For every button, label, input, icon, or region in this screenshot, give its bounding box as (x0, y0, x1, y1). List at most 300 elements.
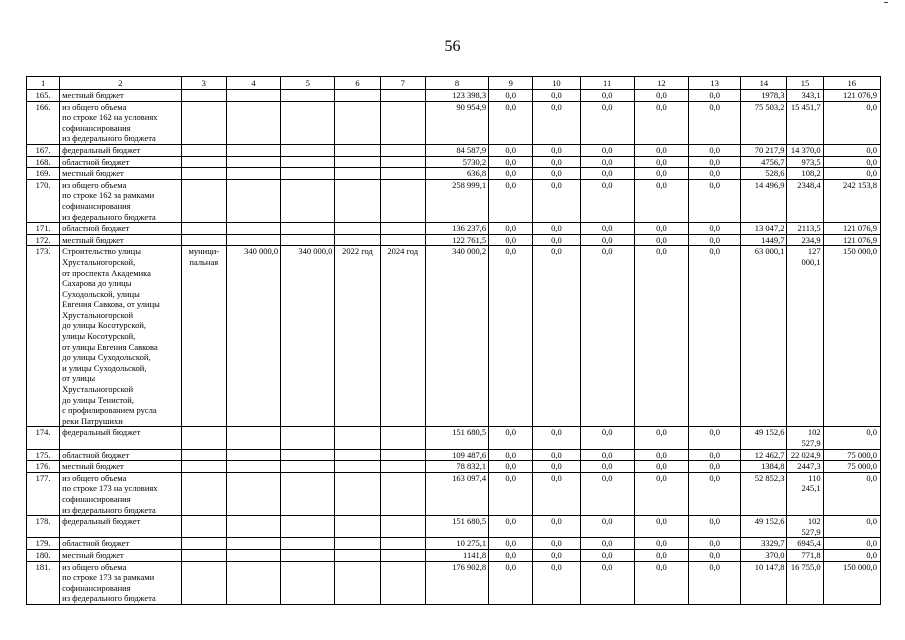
table-cell (281, 144, 335, 156)
table-cell: 0,0 (489, 144, 533, 156)
column-header-5: 5 (281, 77, 335, 90)
table-cell: 4756,7 (741, 156, 787, 168)
table-cell: 0,0 (823, 156, 880, 168)
row-label-cell: областной бюджет (60, 449, 182, 461)
table-cell (181, 472, 226, 515)
table-cell (226, 561, 280, 604)
table-cell (380, 538, 425, 550)
table-cell: 0,0 (689, 472, 741, 515)
table-cell (226, 234, 280, 246)
column-header-16: 16 (823, 77, 880, 90)
table-cell: 0,0 (533, 144, 580, 156)
row-number-cell: 165. (27, 90, 60, 102)
table-cell: 16 755,0 (787, 561, 823, 604)
table-cell: 110 245,1 (787, 472, 823, 515)
table-row (27, 90, 881, 102)
table-cell: 0,0 (580, 223, 634, 235)
column-header-7: 7 (380, 77, 425, 90)
table-cell: 52 852,3 (741, 472, 787, 515)
table-cell: 0,0 (689, 90, 741, 102)
table-cell (181, 223, 226, 235)
table-cell: 0,0 (489, 101, 533, 144)
table-cell (181, 179, 226, 222)
table-cell (380, 90, 425, 102)
table-cell (335, 538, 380, 550)
table-body (27, 90, 881, 605)
table-cell: 0,0 (489, 179, 533, 222)
table-cell: 0,0 (533, 561, 580, 604)
table-cell: 0,0 (489, 561, 533, 604)
table-cell: 0,0 (689, 179, 741, 222)
table-cell: 0,0 (689, 449, 741, 461)
table-cell: 0,0 (533, 234, 580, 246)
table-cell: 528,6 (741, 168, 787, 180)
row-label-cell: местный бюджет (60, 234, 182, 246)
table-cell: 0,0 (580, 246, 634, 427)
table-cell (335, 472, 380, 515)
table-cell (281, 549, 335, 561)
table-cell: 340 000,0 (281, 246, 335, 427)
table-cell: 0,0 (823, 549, 880, 561)
table-cell: 0,0 (533, 101, 580, 144)
table-cell (281, 461, 335, 473)
table-cell: 0,0 (634, 549, 688, 561)
table-cell: 0,0 (634, 179, 688, 222)
table-cell: 0,0 (634, 427, 688, 449)
table-cell: 0,0 (634, 516, 688, 538)
row-label-cell: местный бюджет (60, 549, 182, 561)
table-cell: 0,0 (689, 549, 741, 561)
table-cell (335, 449, 380, 461)
table-row (27, 461, 881, 473)
table-cell: 90 954,9 (425, 101, 488, 144)
table-cell: 0,0 (689, 156, 741, 168)
table-cell: 0,0 (489, 516, 533, 538)
table-row (27, 449, 881, 461)
row-number-cell: 173. (27, 246, 60, 427)
column-header-4: 4 (226, 77, 280, 90)
table-cell: 0,0 (689, 561, 741, 604)
table-cell (335, 561, 380, 604)
row-label-cell: местный бюджет (60, 90, 182, 102)
table-cell: 3329,7 (741, 538, 787, 550)
table-cell: 0,0 (489, 246, 533, 427)
table-cell: 2024 год (380, 246, 425, 427)
row-label-cell: федеральный бюджет (60, 516, 182, 538)
table-cell: 0,0 (580, 549, 634, 561)
column-header-14: 14 (741, 77, 787, 90)
table-row (27, 168, 881, 180)
table-cell (281, 90, 335, 102)
table-cell (281, 234, 335, 246)
table-cell: 0,0 (689, 101, 741, 144)
table-cell: муници- пальная (181, 246, 226, 427)
column-header-1: 1 (27, 77, 60, 90)
budget-table (26, 76, 881, 605)
table-cell (226, 538, 280, 550)
table-cell: 121 076,9 (823, 90, 880, 102)
table-cell (226, 156, 280, 168)
row-number-cell: 167. (27, 144, 60, 156)
table-cell: 0,0 (489, 156, 533, 168)
table-cell (181, 449, 226, 461)
table-cell: 0,0 (533, 461, 580, 473)
table-cell (181, 461, 226, 473)
table-cell: 0,0 (580, 168, 634, 180)
table-cell (380, 461, 425, 473)
table-cell: 0,0 (580, 427, 634, 449)
table-cell: 0,0 (689, 246, 741, 427)
table-cell (281, 179, 335, 222)
column-header-10: 10 (533, 77, 580, 90)
table-cell: 0,0 (580, 144, 634, 156)
row-label-cell: федеральный бюджет (60, 427, 182, 449)
row-number-cell: 166. (27, 101, 60, 144)
table-cell: 0,0 (489, 549, 533, 561)
table-cell: 0,0 (489, 449, 533, 461)
table-cell: 84 587,9 (425, 144, 488, 156)
table-cell: 0,0 (634, 101, 688, 144)
row-number-cell: 168. (27, 156, 60, 168)
table-cell: 0,0 (580, 101, 634, 144)
table-cell (226, 179, 280, 222)
row-number-cell: 181. (27, 561, 60, 604)
table-row (27, 156, 881, 168)
table-cell: 13 047,2 (741, 223, 787, 235)
table-cell (181, 516, 226, 538)
column-header-15: 15 (787, 77, 823, 90)
table-cell: 771,8 (787, 549, 823, 561)
table-cell: 0,0 (634, 90, 688, 102)
table-cell: 49 152,6 (741, 427, 787, 449)
table-cell (335, 156, 380, 168)
table-cell (380, 472, 425, 515)
table-cell (226, 516, 280, 538)
table-row (27, 101, 881, 144)
table-cell: 2447,3 (787, 461, 823, 473)
table-cell: 0,0 (823, 538, 880, 550)
column-header-13: 13 (689, 77, 741, 90)
column-header-9: 9 (489, 77, 533, 90)
table-cell: 75 000,0 (823, 461, 880, 473)
table-cell: 0,0 (689, 234, 741, 246)
table-cell (281, 168, 335, 180)
table-cell: 0,0 (689, 223, 741, 235)
table-cell: 0,0 (634, 168, 688, 180)
table-cell (335, 223, 380, 235)
table-cell: 2022 год (335, 246, 380, 427)
table-row (27, 538, 881, 550)
table-cell: 0,0 (689, 538, 741, 550)
row-number-cell: 170. (27, 179, 60, 222)
table-cell (380, 561, 425, 604)
table-cell: 12 462,7 (741, 449, 787, 461)
table-cell (335, 549, 380, 561)
table-cell: 0,0 (533, 538, 580, 550)
row-label-cell: из общего объема по строке 162 на условиях софинансирования из федерального бюджета (60, 101, 182, 144)
table-cell: 340 000,0 (226, 246, 280, 427)
table-cell (380, 516, 425, 538)
table-row (27, 549, 881, 561)
table-cell: 63 000,1 (741, 246, 787, 427)
table-row (27, 144, 881, 156)
row-number-cell: 178. (27, 516, 60, 538)
table-cell: 0,0 (533, 156, 580, 168)
table-cell: 70 217,9 (741, 144, 787, 156)
table-cell: 340 000,2 (425, 246, 488, 427)
row-label-cell: Строительство улицы Хрустальногорской, от проспекта Академика Сахарова до улицы Суходольской, улицы Евгения Савкова, от улицы Хрустальногорской до улицы Косотурской, улицы Косотурской, от улицы Евгения Савкова до улицы Суходольской, и улицы Суходольской, от улицы Хрустальногорской до улицы Тенистой, с профилированием русла реки Патрушихи (60, 246, 182, 427)
column-header-12: 12 (634, 77, 688, 90)
table-cell: 0,0 (533, 516, 580, 538)
table-cell (181, 561, 226, 604)
table-cell: 0,0 (634, 449, 688, 461)
table-cell (181, 538, 226, 550)
table-cell: 0,0 (533, 427, 580, 449)
table-cell (281, 449, 335, 461)
table-cell: 0,0 (634, 461, 688, 473)
table-cell (380, 101, 425, 144)
table-cell: 10 147,8 (741, 561, 787, 604)
row-number-cell: 175. (27, 449, 60, 461)
table-cell: 370,0 (741, 549, 787, 561)
table-cell: 0,0 (634, 472, 688, 515)
table-cell: 150 000,0 (823, 246, 880, 427)
table-row (27, 427, 881, 449)
table-cell (281, 516, 335, 538)
table-cell (335, 516, 380, 538)
table-cell: 0,0 (533, 246, 580, 427)
table-cell (335, 234, 380, 246)
table-cell: 0,0 (533, 168, 580, 180)
table-cell: 0,0 (634, 144, 688, 156)
table-cell: 127 000,1 (787, 246, 823, 427)
row-number-cell: 179. (27, 538, 60, 550)
table-cell (181, 90, 226, 102)
row-number-cell: 174. (27, 427, 60, 449)
table-cell (226, 472, 280, 515)
row-number-cell: 176. (27, 461, 60, 473)
table-cell: 0,0 (533, 179, 580, 222)
table-cell (226, 223, 280, 235)
table-cell: 0,0 (489, 472, 533, 515)
table-cell: 121 076,9 (823, 223, 880, 235)
table-cell (281, 427, 335, 449)
table-cell (181, 101, 226, 144)
row-number-cell: 171. (27, 223, 60, 235)
table-cell: 14 496,9 (741, 179, 787, 222)
table-cell (380, 234, 425, 246)
table-cell: 15 451,7 (787, 101, 823, 144)
table-cell: 2113,5 (787, 223, 823, 235)
table-cell (226, 90, 280, 102)
corner-mark (884, 2, 888, 3)
table-cell (380, 179, 425, 222)
table-cell: 242 153,8 (823, 179, 880, 222)
table-cell: 0,0 (823, 472, 880, 515)
table-cell: 0,0 (489, 538, 533, 550)
table-cell: 49 152,6 (741, 516, 787, 538)
table-cell: 0,0 (823, 427, 880, 449)
table-cell: 0,0 (580, 538, 634, 550)
table-cell: 176 902,8 (425, 561, 488, 604)
table-cell: 75 503,2 (741, 101, 787, 144)
table-cell: 0,0 (689, 168, 741, 180)
table-cell: 0,0 (489, 427, 533, 449)
table-cell (281, 538, 335, 550)
table-cell: 5730,2 (425, 156, 488, 168)
table-cell: 0,0 (580, 90, 634, 102)
table-cell (335, 101, 380, 144)
table-cell: 22 024,9 (787, 449, 823, 461)
row-label-cell: из общего объема по строке 173 на условиях софинансирования из федерального бюджета (60, 472, 182, 515)
row-number-cell: 177. (27, 472, 60, 515)
table-cell: 108,2 (787, 168, 823, 180)
table-cell (335, 179, 380, 222)
table-cell: 0,0 (489, 461, 533, 473)
table-cell: 14 370,0 (787, 144, 823, 156)
column-header-8: 8 (425, 77, 488, 90)
table-cell (281, 156, 335, 168)
header-row (27, 77, 881, 90)
table-cell: 0,0 (634, 561, 688, 604)
table-cell (181, 168, 226, 180)
table-cell: 0,0 (689, 461, 741, 473)
table-cell: 102 527,9 (787, 516, 823, 538)
table-cell: 163 097,4 (425, 472, 488, 515)
table-cell (380, 549, 425, 561)
table-row (27, 179, 881, 222)
row-label-cell: областной бюджет (60, 538, 182, 550)
table-cell: 0,0 (580, 561, 634, 604)
table-cell (335, 144, 380, 156)
table-cell: 0,0 (489, 234, 533, 246)
table-cell (335, 461, 380, 473)
table-cell: 0,0 (634, 246, 688, 427)
table-cell: 75 000,0 (823, 449, 880, 461)
row-label-cell: местный бюджет (60, 461, 182, 473)
table-cell: 973,5 (787, 156, 823, 168)
table-cell: 151 680,5 (425, 516, 488, 538)
table-cell (181, 234, 226, 246)
table-cell: 0,0 (823, 168, 880, 180)
table-cell: 136 237,6 (425, 223, 488, 235)
row-label-cell: федеральный бюджет (60, 144, 182, 156)
table-cell: 258 999,1 (425, 179, 488, 222)
table-cell: 0,0 (580, 179, 634, 222)
row-number-cell: 172. (27, 234, 60, 246)
table-cell: 0,0 (634, 234, 688, 246)
table-cell: 10 275,1 (425, 538, 488, 550)
table-row (27, 234, 881, 246)
table-row (27, 246, 881, 427)
table-cell: 121 076,9 (823, 234, 880, 246)
table-cell: 0,0 (580, 234, 634, 246)
table-row (27, 516, 881, 538)
table-cell: 1384,8 (741, 461, 787, 473)
table-cell (181, 156, 226, 168)
table-cell: 2348,4 (787, 179, 823, 222)
row-number-cell: 180. (27, 549, 60, 561)
table-cell: 0,0 (580, 156, 634, 168)
column-header-6: 6 (335, 77, 380, 90)
table-cell: 1978,3 (741, 90, 787, 102)
table-cell (380, 427, 425, 449)
table-cell: 0,0 (689, 516, 741, 538)
table-cell (226, 427, 280, 449)
row-label-cell: из общего объема по строке 173 за рамками софинансирования из федерального бюджета (60, 561, 182, 604)
table-cell (226, 168, 280, 180)
table-cell: 343,1 (787, 90, 823, 102)
table-cell (281, 472, 335, 515)
table-cell (181, 144, 226, 156)
table-cell: 0,0 (634, 223, 688, 235)
table-row (27, 472, 881, 515)
table-cell: 0,0 (580, 461, 634, 473)
table-cell: 6945,4 (787, 538, 823, 550)
table-cell: 1449,7 (741, 234, 787, 246)
table-cell: 0,0 (689, 144, 741, 156)
table-cell (226, 449, 280, 461)
table-cell (380, 223, 425, 235)
table-cell: 0,0 (689, 427, 741, 449)
table-cell (226, 144, 280, 156)
table-cell: 0,0 (580, 472, 634, 515)
table-cell: 123 398,3 (425, 90, 488, 102)
table-cell: 0,0 (533, 549, 580, 561)
table-cell (380, 144, 425, 156)
table-cell: 0,0 (634, 538, 688, 550)
table-cell (181, 549, 226, 561)
table-cell (281, 223, 335, 235)
table-cell (281, 561, 335, 604)
row-label-cell: местный бюджет (60, 168, 182, 180)
table-cell: 0,0 (823, 516, 880, 538)
table-cell: 0,0 (533, 449, 580, 461)
table-cell: 0,0 (489, 90, 533, 102)
page-number: 56 (444, 38, 461, 55)
table-cell: 0,0 (823, 144, 880, 156)
table-cell: 1141,8 (425, 549, 488, 561)
table-cell (226, 101, 280, 144)
table-cell (335, 90, 380, 102)
column-header-3: 3 (181, 77, 226, 90)
row-label-cell: областной бюджет (60, 223, 182, 235)
table-cell (380, 449, 425, 461)
table-cell: 150 000,0 (823, 561, 880, 604)
column-header-2: 2 (60, 77, 182, 90)
row-label-cell: областной бюджет (60, 156, 182, 168)
table-cell (226, 461, 280, 473)
table-cell: 102 527,9 (787, 427, 823, 449)
table-cell: 78 832,1 (425, 461, 488, 473)
table-cell: 151 680,5 (425, 427, 488, 449)
table-cell: 0,0 (580, 449, 634, 461)
table-cell (380, 168, 425, 180)
table-cell: 0,0 (634, 156, 688, 168)
table-cell (226, 549, 280, 561)
table-cell: 0,0 (489, 168, 533, 180)
table-cell (181, 427, 226, 449)
row-number-cell: 169. (27, 168, 60, 180)
table-row (27, 561, 881, 604)
table-cell (335, 168, 380, 180)
table-cell: 0,0 (580, 516, 634, 538)
table-cell: 0,0 (533, 472, 580, 515)
table-cell: 0,0 (533, 223, 580, 235)
table-cell: 109 487,6 (425, 449, 488, 461)
table-cell (281, 101, 335, 144)
table-cell (380, 156, 425, 168)
